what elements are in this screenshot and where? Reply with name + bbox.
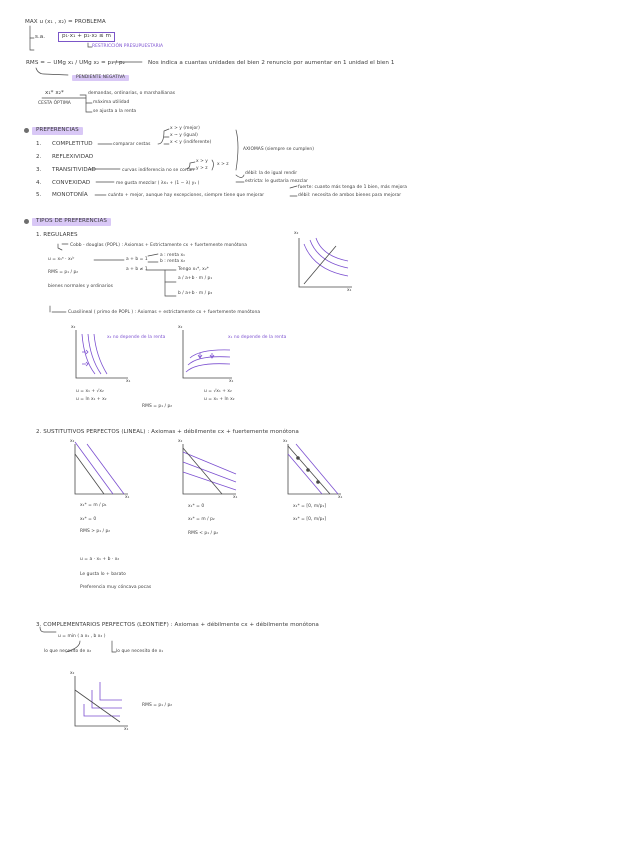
axis-x-label: x₁: [233, 495, 238, 500]
axis-x-label: x₁: [126, 379, 131, 384]
cuasilineal: Cuasilineal ( primo de POPL ) : Axiomas + estrictamente cx + fuertemente monótona: [68, 310, 261, 315]
graph-cuasi-right: [183, 330, 232, 378]
case-1: a + b = 1: [126, 257, 148, 262]
sust-g2-x2: x₂* = m / p₂: [188, 517, 215, 522]
axis-y-label: x₂: [178, 325, 183, 330]
axis-x-label: x₁: [338, 495, 343, 500]
note-left: x₂ no depende de la renta: [107, 335, 166, 340]
sust-note-2: Preferencia muy cóncava pocas: [80, 585, 152, 590]
axis-y-label: x₂: [70, 671, 75, 676]
u-cuasi-3: u = √x₁ + x₂: [204, 389, 232, 394]
rms-cuasi: RMS = p₁ / p₂: [142, 404, 173, 409]
conv-estricta: estricta: le gustaría mezclar: [245, 179, 308, 184]
pref-4-num: 4.: [36, 180, 42, 186]
pref-2-num: 2.: [36, 154, 42, 160]
comp-arrow-right: lo que necesito de x₁: [116, 649, 164, 654]
u-cuasi-4: u = x₁ + ln x₂: [204, 397, 235, 402]
pref-2-name: REFLEXIVIDAD: [52, 154, 94, 160]
axis-y-label: x₂: [283, 439, 288, 444]
axis-x-label: x₁: [229, 379, 234, 384]
case-1-b: b : renta x₂: [160, 259, 186, 264]
budget-constraint: p₁·x₁ + p₂·x₂ ≤ m: [58, 32, 115, 42]
cobb-douglas: Cobb - douglas (POPL) : Axiomas + Estrictamente cx + fuertemente monótona: [70, 243, 247, 248]
sust-g1-x1: x₁* = m / p₁: [80, 503, 107, 508]
case-1-a: a : renta x₁: [160, 253, 185, 258]
axis-y-label: x₂: [70, 439, 75, 444]
cesta-optima: CESTA ÓPTIMA: [38, 101, 71, 106]
graph-cuasi-left: [76, 330, 128, 378]
complementarios-heading: 3. COMPLEMENTARIOS PERFECTOS (LEONTIEF) : Axiomas + débilmente cx + débilmente monótona: [36, 622, 319, 628]
mono-fuerte: fuerte: cuanto más tenga de 1 bien, más mejora: [298, 185, 408, 190]
axis-x-label: x₁: [347, 288, 352, 293]
pref-1-name: COMPLETITUD: [52, 141, 93, 147]
comp-u: u = min ( a x₁ , b x₂ ): [58, 634, 106, 639]
graph-complementarios: [75, 676, 128, 726]
sust-g1-x2: x₂* = 0: [80, 517, 97, 522]
case-2: a + b ≠ 1: [126, 267, 148, 272]
compare-2: x ~ y (igual): [170, 133, 198, 138]
axis-y-label: x₂: [71, 325, 76, 330]
pref-1-desc: comparar cestas: [113, 142, 151, 147]
cesta-item-2: se ajusta a la renta: [93, 109, 137, 114]
optimum-note: demandas, ordinarias, o marshallianas: [88, 91, 176, 96]
sust-g1-rms: RMS > p₁ / p₂: [80, 529, 111, 534]
trans-b: y > z: [196, 166, 208, 171]
pref-4-desc: me gusta mezclar ( λx₁ + (1 − λ) y₁ ): [116, 181, 200, 186]
u-cobb-douglas: u = x₁ᵃ · x₂ᵇ: [48, 257, 75, 262]
comp-rms: RMS = p₁ / p₂: [142, 703, 173, 708]
trans-a: x > y: [196, 159, 208, 164]
axis-x-label: x₁: [125, 495, 130, 500]
axiomas-note: AXIOMAS (siempre se cumplen): [243, 147, 314, 152]
slope-note: PENDIENTE NEGATIVA: [72, 75, 129, 81]
rms-cobb: RMS = p₁ / p₂: [48, 270, 79, 275]
graph-sust-2: [183, 444, 236, 494]
axis-y-label: x₂: [294, 231, 299, 236]
rms-formula: RMS = − UMg x₁ / UMg x₂ = p₁ / p₂: [26, 60, 125, 66]
conv-debil: débil: la de igual rendir: [245, 171, 298, 176]
sa-label: s.a.: [35, 34, 46, 40]
rms-note: Nos indica a cuantas unidades del bien 2 renuncio por aumentar en 1 unidad el bien 1: [148, 60, 395, 66]
sust-g2-x1: x₁* = 0: [188, 504, 205, 509]
pref-5-name: MONOTONÍA: [52, 192, 88, 198]
sust-u: u = a · x₁ + b · x₂: [80, 557, 120, 562]
comp-arrow-left: lo que necesito de x₂: [44, 649, 92, 654]
frac-2: b / a+b · m / p₂: [178, 291, 213, 296]
note-right: x₁ no depende de la renta: [228, 335, 287, 340]
pref-3-desc: curvas indiferencia no se cortan: [122, 168, 195, 173]
max-problem: MAX u (x₁ , x₂) = PROBLEMA: [25, 19, 106, 25]
compare-3: x < y (indiferente): [170, 140, 212, 145]
trans-c: x > z: [217, 162, 229, 167]
pref-1-num: 1.: [36, 141, 42, 147]
graph-cobb-douglas: [299, 238, 352, 287]
sust-g3-x2: x₂* = [0, m/p₂]: [293, 517, 327, 522]
budget-note: RESTRICCIÓN PRESUPUESTARIA: [92, 44, 164, 49]
axis-y-label: x₂: [178, 439, 183, 444]
optimum: x₁* x₂*: [45, 90, 64, 96]
preferencias-title: PREFERENCIAS: [32, 127, 83, 135]
tipos-title: TIPOS DE PREFERENCIAS: [32, 218, 111, 226]
mono-debil: débil: necesita de ambos bienes para mejorar: [298, 193, 402, 198]
pref-5-desc: cuánto + mejor, aunque hay excepciones, siempre tiene que mejorar: [108, 193, 265, 198]
compare-1: x > y (mejor): [170, 126, 200, 131]
sust-g3-x1: x₁* = [0, m/p₁]: [293, 504, 327, 509]
pref-3-name: TRANSITIVIDAD: [52, 167, 96, 173]
axis-x-label: x₁: [124, 727, 129, 732]
frac-1: a / a+b · m / p₁: [178, 276, 213, 281]
bienes-note: bienes normales y ordinarios: [48, 284, 113, 289]
u-cuasi-2: u = ln x₁ + x₂: [76, 397, 107, 402]
graph-sust-1: [75, 442, 128, 494]
cesta-item-1: máxima utilidad: [93, 100, 130, 105]
sustitutivos-heading: 2. SUSTITUTIVOS PERFECTOS (LINEAL) : Axiomas + débilmente cx + fuertemente monótona: [36, 429, 299, 435]
tengo: Tengo x₁*, x₂*: [178, 267, 209, 272]
regulares-heading: 1. REGULARES: [36, 232, 78, 238]
graph-sust-3: [288, 444, 341, 494]
pref-5-num: 5.: [36, 192, 42, 198]
sust-g2-rms: RMS < p₁ / p₂: [188, 531, 219, 536]
pref-4-name: CONVEXIDAD: [52, 180, 91, 186]
u-cuasi-1: u = x₁ + √x₂: [76, 389, 104, 394]
pref-3-num: 3.: [36, 167, 42, 173]
sust-note-1: Le gusta lo + barato: [80, 572, 126, 577]
